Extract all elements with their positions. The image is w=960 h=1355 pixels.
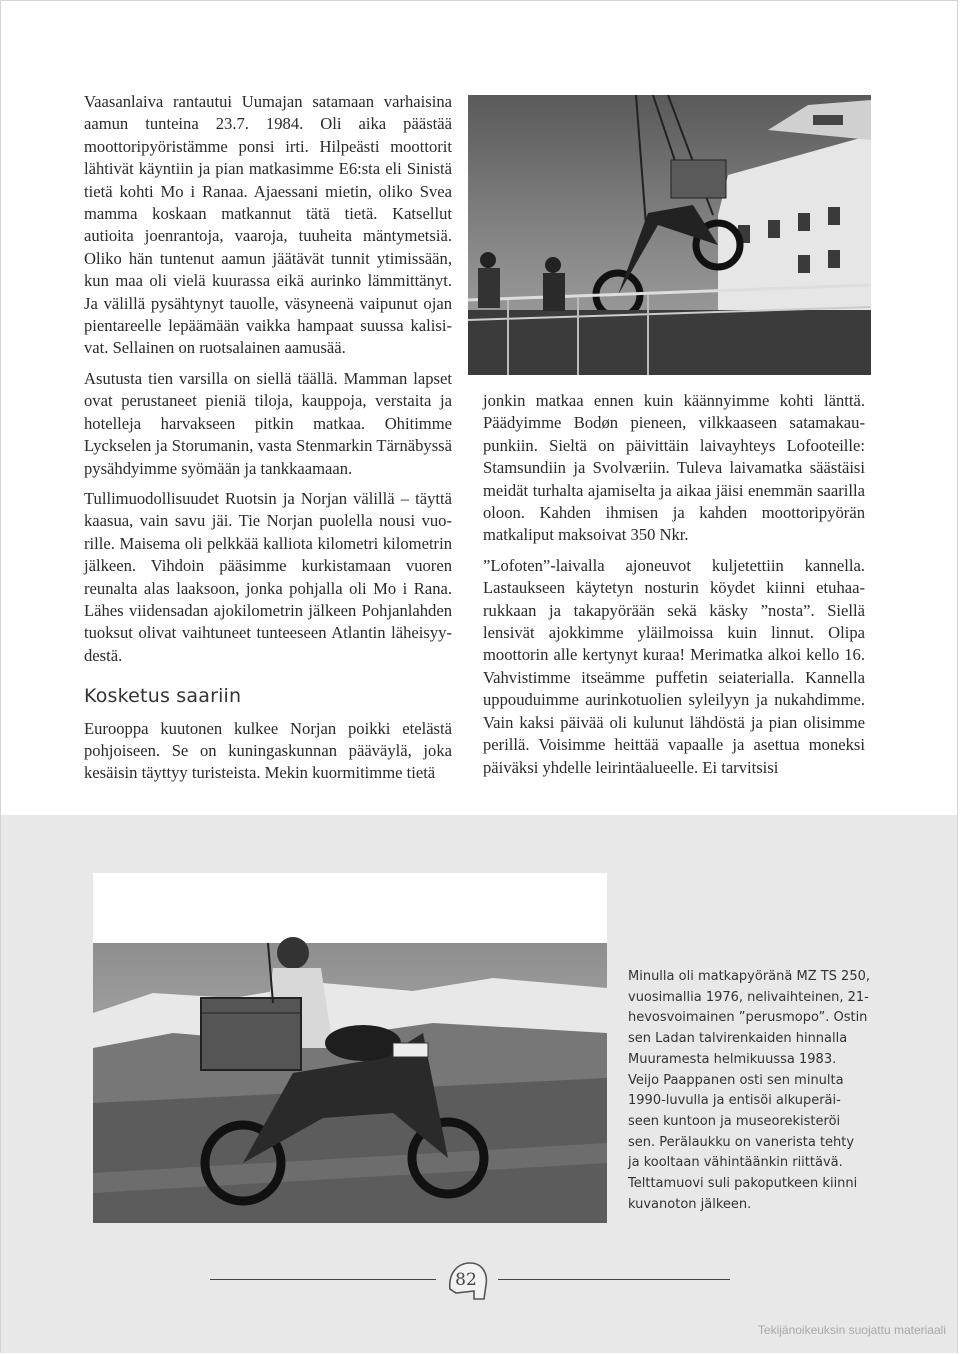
- copyright-watermark: Tekijänoikeuksin suojattu materiaali: [757, 1323, 946, 1337]
- left-text-column: [84, 91, 452, 793]
- rider-photo-illustration: [93, 873, 607, 1223]
- page-number: 82: [455, 1270, 477, 1290]
- folio-rule-right: [498, 1279, 730, 1280]
- caption-line: Muuramesta helmikuussa 1983.: [628, 1051, 837, 1067]
- caption-line: sen Ladan talvirenkaiden hinnalla: [628, 1031, 848, 1047]
- section-subheading: Kosketus saariin: [84, 685, 242, 708]
- caption-line: ja kooltaan vähintäänkin riittävä.: [628, 1155, 843, 1171]
- caption-line: kuvanoton jälkeen.: [628, 1196, 752, 1212]
- caption-line: seen kuntoon ja museorekisteröi: [628, 1113, 841, 1129]
- photo-caption: [628, 967, 871, 1215]
- caption-line: sen. Perälaukku on vanerista tehty: [628, 1134, 855, 1150]
- paragraph: Asutusta tien varsilla on siellä täällä. Mamman lapset ovat perustaneet pieniä tiloja, kauppoja, verstaita ja hotelleja harvakseen pitkin matkaa. Ohitimme Lyckselen ja Storumanin, vasta Stenmarkin Tärnäbyssä pysähdyimme syömään ja tankkaamaan.: [84, 368, 452, 478]
- caption-line: Veijo Paappanen osti sen minulta: [628, 1072, 844, 1088]
- caption-line: Telttamuovi suli pakoputkeen kiinni: [628, 1176, 858, 1192]
- caption-line: Minulla oli matkapyöränä MZ TS 250,: [628, 969, 871, 984]
- paragraph: Tullimuodollisuudet Ruotsin ja Norjan välillä – täyttä kaasua, vain savu jäi. Tie Norjan puolella nousi vuorille. Maisema oli pelkkää kalliota kilometri kilometrin jälkeen. Vihdoin pääsimme kurkistamaan vuoren reunalta alas laaksoon, jonka pohjalla oli Mo i Rana. Lähes viidensadan ajokilometrin jälkeen Pohjanlahden tuoksut olivat vaihtuneet tunteeseen Atlantin läheisyydestä.: [84, 488, 452, 665]
- photo-rider-with-motorcycle: [93, 873, 607, 1223]
- caption-line: hevosvoimainen ”perusmopo”. Ostin: [628, 1010, 868, 1026]
- paragraph: Vaasanlaiva rantautui Uumajan satamaan varhaisina aamun tunteina 23.7. 1984. Oli aika päästää moottoripyöristämme ponsi irti. Hilpeästi moottorit lähtivät käyntiin ja pian matkasimme E6:sta eli Sinistä tietä kohti Mo i Ranaa. Ajaessani mietin, oliko Svea mamma koskaan matkannut tätä tietä. Katsellut autioita joenrantoja, vaaroja, tuuheita mäntymetsiä. Oliko hän tuntenut aamun jäätävät tunnit ytimissään, kun maa oli vielä kuurassa eikä aurinko lämmittänyt. Ja välillä pysähtynyt tauolle, väsyneenä vaipunut ojan pientareelle lepäämään vaikka hampaat suussa kalisivat. Sellainen on ruotsalainen aamusää.: [84, 92, 452, 358]
- folio-rule-left: [210, 1279, 436, 1280]
- right-text-column: [483, 390, 865, 787]
- caption-line: 1990-luvulla ja entisöi alkuperäi-: [628, 1093, 841, 1109]
- paragraph: Eurooppa kuutonen kulkee Norjan poikki etelästä pohjoiseen. Se on kuningaskunnan pääväylä, joka kesäisin täyttyy turisteista. Mekin kuormitimme tietä: [84, 718, 452, 783]
- paragraph: ”Lofoten”-laivalla ajoneuvot kuljetettiin kannella. Lastaukseen käytetyn nosturin köydet kiinni etuhaarukkaan ja takapyörään sekä käsky ”nosta”. Siellä lensivät ajokkimme yläilmoissa kuin linnut. Olipa moottorin alle kertynyt kuraa! Merimatka alkoi kello 16. Vahvistimme itseämme puffetin seiaterialla. Kannella uppouduimme aurinkotuolien syleilyyn ja nukahdimme. Vain kaksi päivää oli kulunut lähdöstä ja pian olisimme perillä. Voisimme heittää vapaalle ja asettua moneksi päiväksi yhdelle leirintäalueelle. Ei tarvitsisi: [483, 555, 865, 777]
- caption-line: vuosimallia 1976, nelivaihteinen, 21-: [628, 989, 869, 1005]
- photo-ship-loading-motorcycle: [468, 95, 871, 375]
- paragraph: jonkin matkaa ennen kuin käännyimme kohti länttä. Päädyimme Bodøn pieneen, vilkkaaseen satamakaupunkiin. Sieltä on päivittäin laivayhteys Lofooteille: Stamsundiin ja Svolværiin. Tuleva laivamatka säästäisi meidät turhalta ajamiselta ja aikaa jäisi enemmän saarilla oloon. Kahden ihmisen ja kahden moottoripyörän matkaliput maksoivat 350 Nkr.: [483, 391, 865, 545]
- ship-loading-photo-illustration: [468, 95, 871, 375]
